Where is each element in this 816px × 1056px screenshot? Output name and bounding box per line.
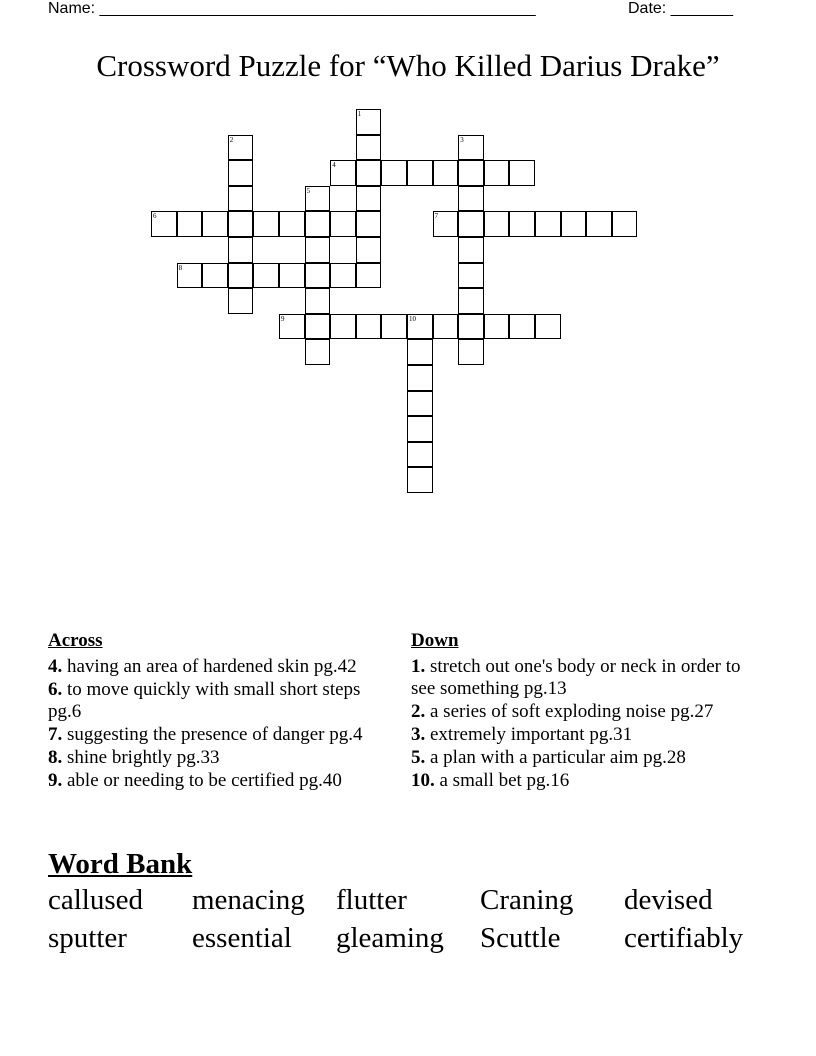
word-bank-title: Word Bank bbox=[48, 848, 193, 880]
crossword-cell[interactable] bbox=[253, 263, 279, 289]
crossword-cell[interactable] bbox=[458, 186, 484, 212]
down-clue bbox=[411, 656, 751, 700]
crossword-cell[interactable] bbox=[228, 186, 254, 212]
clue-number: 5. bbox=[411, 747, 426, 768]
clue-text: shine brightly pg.33 bbox=[62, 747, 220, 768]
crossword-cell[interactable] bbox=[484, 211, 510, 237]
crossword-cell[interactable] bbox=[433, 160, 459, 186]
across-heading: Across bbox=[48, 630, 103, 651]
crossword-cell[interactable] bbox=[253, 211, 279, 237]
crossword-cell[interactable] bbox=[561, 211, 587, 237]
crossword-cell[interactable] bbox=[356, 135, 382, 161]
crossword-cell[interactable] bbox=[407, 160, 433, 186]
across-clue bbox=[48, 747, 388, 769]
down-clue bbox=[411, 770, 751, 792]
clue-number: 10. bbox=[411, 770, 435, 791]
date-line: Date: _______ bbox=[628, 0, 733, 17]
crossword-cell[interactable] bbox=[202, 263, 228, 289]
down-clue bbox=[411, 701, 751, 723]
crossword-cell[interactable] bbox=[305, 263, 331, 289]
clue-number: 9. bbox=[48, 770, 63, 791]
crossword-cell[interactable] bbox=[484, 314, 510, 340]
crossword-cell[interactable] bbox=[407, 339, 433, 365]
clue-text: extremely important pg.31 bbox=[425, 724, 633, 745]
crossword-cell[interactable] bbox=[356, 186, 382, 212]
crossword-cell[interactable] bbox=[535, 211, 561, 237]
clue-number-label: 1 bbox=[357, 110, 362, 118]
crossword-cell[interactable] bbox=[381, 160, 407, 186]
word-bank-word: devised bbox=[624, 884, 713, 916]
crossword-cell[interactable] bbox=[458, 263, 484, 289]
clue-text: suggesting the presence of danger pg.4 bbox=[62, 724, 363, 745]
clue-text: able or needing to be certified pg.40 bbox=[62, 770, 342, 791]
name-line: Name: _________________________________________________ bbox=[48, 0, 536, 17]
crossword-cell[interactable] bbox=[279, 211, 305, 237]
crossword-cell[interactable] bbox=[228, 160, 254, 186]
crossword-cell[interactable] bbox=[407, 416, 433, 442]
crossword-cell[interactable] bbox=[509, 314, 535, 340]
word-bank-word: flutter bbox=[336, 884, 407, 916]
crossword-cell[interactable] bbox=[305, 237, 331, 263]
crossword-cell[interactable] bbox=[356, 263, 382, 289]
crossword-cell[interactable] bbox=[228, 135, 254, 161]
word-bank bbox=[48, 884, 788, 960]
crossword-cell[interactable] bbox=[458, 160, 484, 186]
crossword-cell[interactable] bbox=[202, 211, 228, 237]
word-bank-word: Craning bbox=[480, 884, 574, 916]
crossword-cell[interactable] bbox=[228, 263, 254, 289]
clue-number: 1. bbox=[411, 656, 426, 677]
clue-number-label: 8 bbox=[178, 263, 183, 272]
crossword-cell[interactable] bbox=[407, 391, 433, 417]
clue-number-label: 10 bbox=[409, 314, 416, 323]
crossword-cell[interactable] bbox=[356, 237, 382, 263]
clue-text: to move quickly with small short steps pg.6 bbox=[48, 679, 361, 722]
crossword-cell[interactable] bbox=[151, 211, 177, 237]
crossword-cell[interactable] bbox=[177, 211, 203, 237]
clue-number: 6. bbox=[48, 679, 63, 700]
crossword-cell[interactable] bbox=[458, 339, 484, 365]
crossword-cell[interactable] bbox=[381, 314, 407, 340]
crossword-cell[interactable] bbox=[305, 339, 331, 365]
crossword-cell[interactable] bbox=[305, 288, 331, 314]
clue-text: a series of soft exploding noise pg.27 bbox=[425, 701, 714, 722]
word-bank-word: certifiably bbox=[624, 922, 744, 954]
crossword-cell[interactable] bbox=[279, 314, 305, 340]
crossword-cell[interactable] bbox=[356, 109, 382, 135]
clue-number: 4. bbox=[48, 656, 63, 677]
word-bank-word: Scuttle bbox=[480, 922, 561, 954]
crossword-cell[interactable] bbox=[330, 160, 356, 186]
clue-number: 7. bbox=[48, 724, 63, 745]
word-bank-row bbox=[48, 884, 788, 922]
crossword-cell[interactable] bbox=[458, 135, 484, 161]
word-bank-word: essential bbox=[192, 922, 292, 954]
crossword-cell[interactable] bbox=[305, 211, 331, 237]
crossword-cell[interactable] bbox=[407, 467, 433, 493]
clue-text: a small bet pg.16 bbox=[434, 770, 570, 791]
crossword-cell[interactable] bbox=[509, 160, 535, 186]
across-clue bbox=[48, 770, 388, 792]
clue-number-label: 4 bbox=[332, 161, 336, 170]
clue-number: 3. bbox=[411, 724, 426, 745]
crossword-cell[interactable] bbox=[407, 314, 433, 340]
crossword-cell[interactable] bbox=[177, 263, 203, 289]
crossword-cell[interactable] bbox=[228, 237, 254, 263]
crossword-cell[interactable] bbox=[433, 211, 459, 237]
clue-number-label: 9 bbox=[281, 314, 285, 323]
word-bank-word: sputter bbox=[48, 922, 127, 954]
crossword-cell[interactable] bbox=[484, 160, 510, 186]
across-clue bbox=[48, 724, 388, 746]
down-clues bbox=[411, 630, 751, 793]
crossword-cell[interactable] bbox=[279, 263, 305, 289]
crossword-cell[interactable] bbox=[458, 314, 484, 340]
clue-number: 8. bbox=[48, 747, 63, 768]
clue-number-label: 5 bbox=[306, 186, 311, 195]
clue-number: 2. bbox=[411, 701, 426, 722]
crossword-cell[interactable] bbox=[535, 314, 561, 340]
down-heading: Down bbox=[411, 630, 459, 651]
across-clue bbox=[48, 656, 388, 678]
crossword-cell[interactable] bbox=[356, 314, 382, 340]
word-bank-word: gleaming bbox=[336, 922, 444, 954]
clue-text: having an area of hardened skin pg.42 bbox=[62, 656, 357, 677]
crossword-cell[interactable] bbox=[458, 237, 484, 263]
crossword-cell[interactable] bbox=[305, 186, 331, 212]
crossword-cell[interactable] bbox=[407, 365, 433, 391]
crossword-cell[interactable] bbox=[586, 211, 612, 237]
crossword-cell[interactable] bbox=[509, 211, 535, 237]
clue-number-label: 7 bbox=[434, 212, 439, 221]
word-bank-word: menacing bbox=[192, 884, 305, 916]
word-bank-row bbox=[48, 922, 788, 960]
crossword-cell[interactable] bbox=[612, 211, 638, 237]
clue-text: stretch out one's body or neck in order to see something pg.13 bbox=[411, 656, 741, 699]
clue-number-label: 3 bbox=[460, 135, 464, 144]
across-clues bbox=[48, 630, 388, 793]
clue-number-label: 2 bbox=[229, 135, 234, 144]
across-clue bbox=[48, 679, 388, 723]
crossword-cell[interactable] bbox=[228, 288, 254, 314]
crossword-cell[interactable] bbox=[356, 160, 382, 186]
word-bank-word: callused bbox=[48, 884, 144, 916]
crossword-cell[interactable] bbox=[356, 211, 382, 237]
page-title: Crossword Puzzle for “Who Killed Darius Drake” bbox=[96, 48, 720, 83]
clue-number-label: 6 bbox=[153, 212, 157, 221]
crossword-cell[interactable] bbox=[330, 211, 356, 237]
crossword-cell[interactable] bbox=[228, 211, 254, 237]
crossword-cell[interactable] bbox=[458, 211, 484, 237]
down-clue bbox=[411, 724, 751, 746]
crossword-cell[interactable] bbox=[330, 263, 356, 289]
crossword-cell[interactable] bbox=[458, 288, 484, 314]
clue-text: a plan with a particular aim pg.28 bbox=[425, 747, 686, 768]
crossword-cell[interactable] bbox=[330, 314, 356, 340]
crossword-cell[interactable] bbox=[433, 314, 459, 340]
down-clue bbox=[411, 747, 751, 769]
crossword-cell[interactable] bbox=[407, 442, 433, 468]
crossword-cell[interactable] bbox=[305, 314, 331, 340]
